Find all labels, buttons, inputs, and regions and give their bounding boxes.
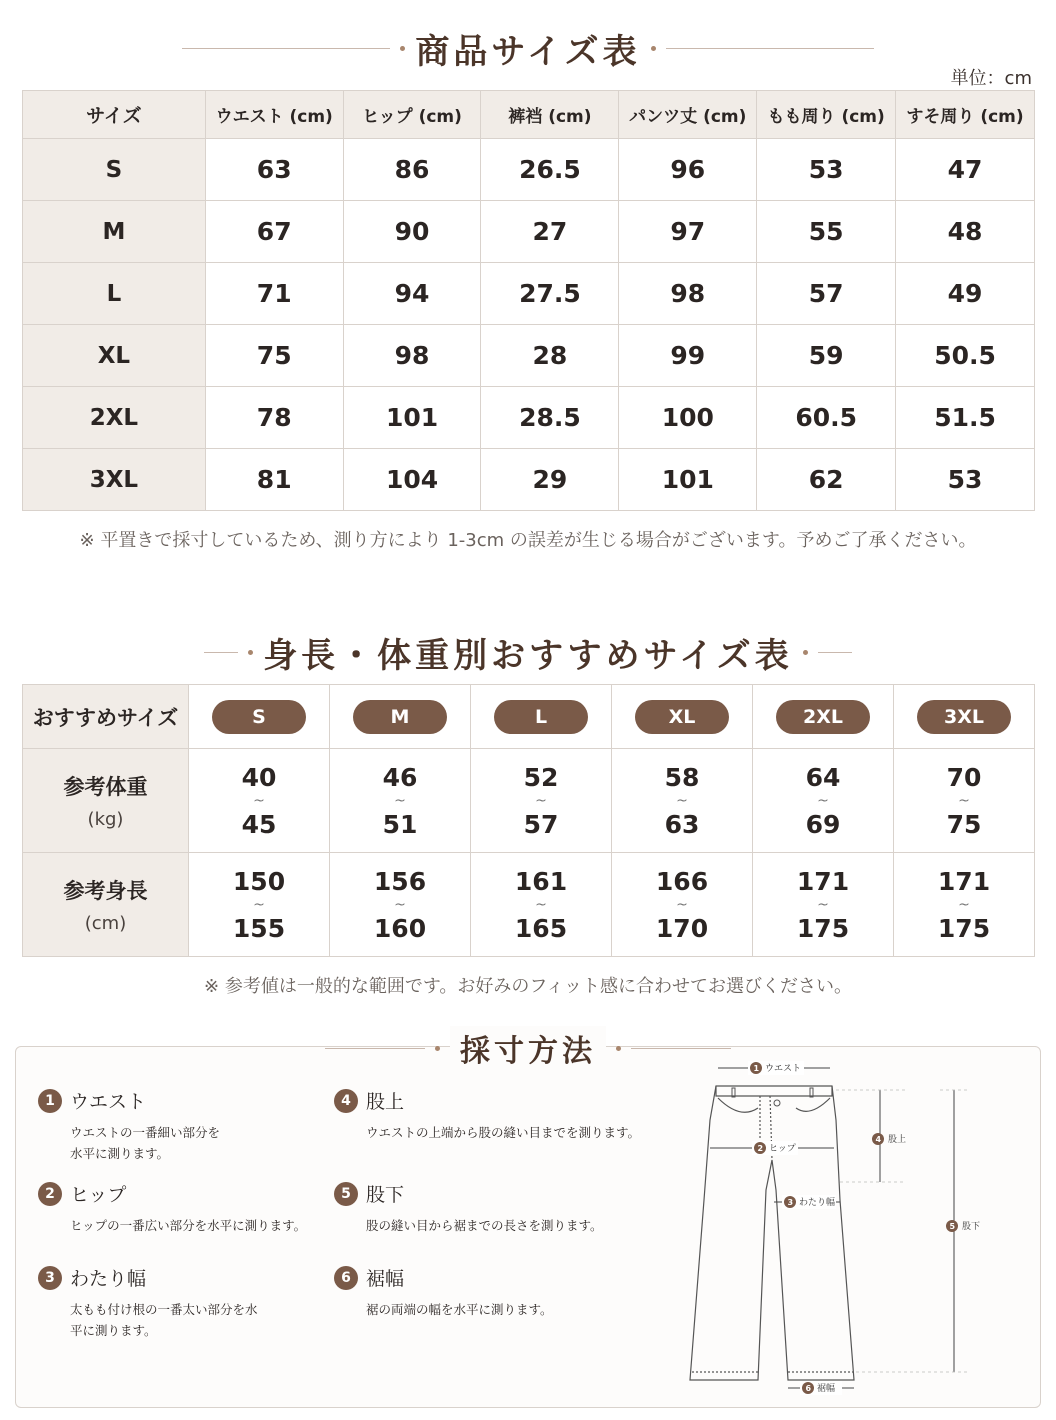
- weight-min: 64: [805, 762, 841, 792]
- weight-range: [471, 762, 611, 839]
- height-max: 165: [514, 913, 568, 943]
- recommend-title: 身長・体重別おすすめサイズ表: [263, 636, 793, 676]
- range-tilde: ~: [535, 896, 547, 913]
- weight-cell: [894, 749, 1035, 853]
- height-max: 175: [937, 913, 991, 943]
- recommend-size-label: おすすめサイズ: [23, 685, 189, 749]
- label-thigh: [782, 1195, 836, 1209]
- step-number: 3: [38, 1266, 62, 1290]
- size-pill-cell: [330, 685, 471, 749]
- height-max: 170: [655, 913, 709, 943]
- range-tilde: ~: [535, 792, 547, 809]
- size-cell: 3XL: [23, 449, 206, 511]
- value-cell: 99: [619, 325, 757, 387]
- header-hem: すそ周り (cm): [896, 91, 1035, 139]
- title-dot-left: [435, 1046, 440, 1051]
- weight-min: 40: [241, 762, 277, 792]
- size-pill: 3XL: [917, 700, 1011, 734]
- diagram-label-inseam: 股下: [962, 1222, 981, 1232]
- value-cell: 47: [896, 139, 1035, 201]
- diagram-label-hem: 裾幅: [817, 1384, 836, 1394]
- method-item-hip: [38, 1180, 306, 1236]
- weight-range: [330, 762, 470, 839]
- size-pill: S: [212, 700, 306, 734]
- weight-cell: [612, 749, 753, 853]
- measure-lines: [710, 1068, 954, 1388]
- size-pill-cell: [753, 685, 894, 749]
- height-cell: [894, 853, 1035, 957]
- title-divider-right: [818, 652, 852, 653]
- header-crotch: 裤裆 (cm): [481, 91, 619, 139]
- title-dot-left: [400, 46, 405, 51]
- value-cell: 104: [343, 449, 481, 511]
- height-min: 171: [796, 866, 850, 896]
- svg-text:6: 6: [805, 1384, 812, 1393]
- step-number: 6: [334, 1266, 358, 1290]
- method-item-title: 股上: [366, 1091, 405, 1113]
- value-cell: 53: [757, 139, 896, 201]
- height-min: 166: [655, 866, 709, 896]
- size-pill: 2XL: [776, 700, 870, 734]
- size-chart-note: ※ 平置きで採寸しているため、測り方により 1-3cm の誤差が生じる場合がございます。予めご了承ください。: [79, 530, 977, 551]
- method-item-desc: 太もも付け根の一番太い部分を水 平に測ります。: [70, 1302, 258, 1338]
- step-number: 4: [334, 1089, 358, 1113]
- title-divider-left: [325, 1048, 425, 1049]
- value-cell: 98: [343, 325, 481, 387]
- weight-cell: [753, 749, 894, 853]
- value-cell: 27: [481, 201, 619, 263]
- weight-max: 45: [241, 809, 277, 839]
- height-min: 171: [937, 866, 991, 896]
- value-cell: 50.5: [896, 325, 1035, 387]
- method-item-desc: 裾の両端の幅を水平に測ります。: [366, 1302, 553, 1317]
- size-pill-cell: [471, 685, 612, 749]
- svg-text:2: 2: [757, 1144, 764, 1153]
- value-cell: 86: [343, 139, 481, 201]
- height-cell: [189, 853, 330, 957]
- weight-min: 52: [523, 762, 559, 792]
- method-title: 採寸方法: [450, 1026, 606, 1070]
- height-max: 175: [796, 913, 850, 943]
- step-number: 2: [38, 1182, 62, 1206]
- weight-range: [189, 762, 329, 839]
- recommend-title-row: [0, 628, 1056, 677]
- diagram-label-thigh: わたり幅: [799, 1198, 836, 1208]
- method-item-rise: [334, 1087, 640, 1143]
- title-divider-left: [204, 652, 238, 653]
- weight-min: 46: [382, 762, 418, 792]
- value-cell: 101: [343, 387, 481, 449]
- method-item-desc: ウエストの上端から股の縫い目までを測ります。: [366, 1125, 641, 1140]
- value-cell: 96: [619, 139, 757, 201]
- value-cell: 28: [481, 325, 619, 387]
- label-hip: [752, 1141, 798, 1155]
- pants-measurement-diagram: [670, 1050, 1010, 1402]
- height-max: 155: [232, 913, 286, 943]
- title-divider-left: [182, 48, 390, 49]
- method-item-waist: [38, 1087, 220, 1164]
- height-cell: [471, 853, 612, 957]
- table-row: [23, 263, 1035, 325]
- height-min: 156: [373, 866, 427, 896]
- value-cell: 78: [205, 387, 343, 449]
- size-pill: M: [353, 700, 447, 734]
- value-cell: 100: [619, 387, 757, 449]
- method-item-title: わたり幅: [70, 1268, 147, 1290]
- method-item-title: ウエスト: [70, 1091, 147, 1113]
- value-cell: 62: [757, 449, 896, 511]
- value-cell: 27.5: [481, 263, 619, 325]
- svg-text:4: 4: [875, 1135, 882, 1144]
- value-cell: 101: [619, 449, 757, 511]
- table-row: [23, 387, 1035, 449]
- svg-text:3: 3: [787, 1198, 794, 1207]
- method-item-thigh: [38, 1264, 258, 1341]
- value-cell: 57: [757, 263, 896, 325]
- size-pill: XL: [635, 700, 729, 734]
- height-max: 160: [373, 913, 427, 943]
- size-cell: L: [23, 263, 206, 325]
- button-icon: [774, 1100, 780, 1106]
- height-min: 161: [514, 866, 568, 896]
- weight-max: 75: [946, 809, 982, 839]
- label-hem: [800, 1381, 842, 1395]
- range-tilde: ~: [958, 792, 970, 809]
- weight-cell: [189, 749, 330, 853]
- size-chart-title: 商品サイズ表: [415, 32, 641, 72]
- value-cell: 29: [481, 449, 619, 511]
- value-cell: 60.5: [757, 387, 896, 449]
- range-tilde: ~: [817, 792, 829, 809]
- value-cell: 51.5: [896, 387, 1035, 449]
- svg-text:1: 1: [753, 1064, 760, 1073]
- height-unit: (cm): [84, 913, 127, 934]
- diagram-label-waist: ウエスト: [765, 1064, 802, 1074]
- recommend-note: ※ 参考値は一般的な範囲です。お好みのフィット感に合わせてお選びください。: [204, 976, 852, 997]
- weight-min: 58: [664, 762, 700, 792]
- recommend-table: [22, 684, 1035, 957]
- weight-label: 参考体重: [63, 775, 148, 799]
- table-row: [23, 325, 1035, 387]
- recommend-size-row: [23, 685, 1035, 749]
- height-row: [23, 853, 1035, 957]
- weight-min: 70: [946, 762, 982, 792]
- method-item-title: 股下: [366, 1184, 405, 1206]
- table-row: [23, 139, 1035, 201]
- value-cell: 81: [205, 449, 343, 511]
- size-pill-cell: [894, 685, 1035, 749]
- weight-max: 57: [523, 809, 559, 839]
- range-tilde: ~: [253, 896, 265, 913]
- size-chart-table: [22, 90, 1035, 511]
- value-cell: 71: [205, 263, 343, 325]
- header-waist: ウエスト (cm): [205, 91, 343, 139]
- step-number: 5: [334, 1182, 358, 1206]
- svg-text:5: 5: [949, 1222, 956, 1231]
- value-cell: 48: [896, 201, 1035, 263]
- table-row: [23, 449, 1035, 511]
- value-cell: 75: [205, 325, 343, 387]
- weight-cell: [330, 749, 471, 853]
- method-item-title: ヒップ: [70, 1184, 127, 1206]
- value-cell: 59: [757, 325, 896, 387]
- label-waist: [748, 1061, 804, 1075]
- weight-max: 51: [382, 809, 418, 839]
- height-cell: [753, 853, 894, 957]
- step-number: 1: [38, 1089, 62, 1113]
- range-tilde: ~: [958, 896, 970, 913]
- size-chart-title-row: [0, 24, 1056, 73]
- title-divider-right: [666, 48, 874, 49]
- header-hip: ヒップ (cm): [343, 91, 481, 139]
- range-tilde: ~: [394, 896, 406, 913]
- weight-label-cell: [23, 749, 189, 853]
- weight-max: 63: [664, 809, 700, 839]
- method-item-desc: ウエストの一番細い部分を 水平に測ります。: [70, 1125, 221, 1161]
- value-cell: 53: [896, 449, 1035, 511]
- value-cell: 90: [343, 201, 481, 263]
- value-cell: 28.5: [481, 387, 619, 449]
- value-cell: 98: [619, 263, 757, 325]
- title-divider-right: [631, 1048, 731, 1049]
- size-cell: M: [23, 201, 206, 263]
- weight-unit: (kg): [87, 809, 124, 830]
- label-rise: [872, 1133, 906, 1145]
- height-range: [330, 866, 470, 943]
- size-pill: L: [494, 700, 588, 734]
- value-cell: 67: [205, 201, 343, 263]
- weight-max: 69: [805, 809, 841, 839]
- diagram-label-rise: 股上: [888, 1135, 907, 1145]
- table-row: [23, 201, 1035, 263]
- value-cell: 97: [619, 201, 757, 263]
- height-label: 参考身長: [63, 879, 148, 903]
- height-cell: [330, 853, 471, 957]
- weight-cell: [471, 749, 612, 853]
- method-item-title: 裾幅: [366, 1268, 405, 1290]
- height-min: 150: [232, 866, 286, 896]
- weight-range: [894, 762, 1034, 839]
- method-item-inseam: [334, 1180, 603, 1236]
- method-item-desc: 股の縫い目から裾までの長さを測ります。: [366, 1218, 603, 1233]
- size-cell: XL: [23, 325, 206, 387]
- value-cell: 63: [205, 139, 343, 201]
- height-cell: [612, 853, 753, 957]
- range-tilde: ~: [676, 896, 688, 913]
- title-dot-right: [616, 1046, 621, 1051]
- height-range: [753, 866, 893, 943]
- header-thigh: もも周り (cm): [757, 91, 896, 139]
- height-range: [471, 866, 611, 943]
- size-chart-header-row: [23, 91, 1035, 139]
- value-cell: 26.5: [481, 139, 619, 201]
- range-tilde: ~: [817, 896, 829, 913]
- unit-label: 単位：cm: [950, 68, 1032, 89]
- method-item-hem: [334, 1264, 553, 1320]
- size-pill-cell: [612, 685, 753, 749]
- value-cell: 94: [343, 263, 481, 325]
- title-dot-left: [248, 650, 253, 655]
- pants-outline: [690, 1086, 854, 1380]
- label-inseam: [946, 1220, 980, 1232]
- method-item-desc: ヒップの一番広い部分を水平に測ります。: [70, 1218, 307, 1233]
- value-cell: 49: [896, 263, 1035, 325]
- size-cell: 2XL: [23, 387, 206, 449]
- height-label-cell: [23, 853, 189, 957]
- weight-row: [23, 749, 1035, 853]
- weight-range: [612, 762, 752, 839]
- size-pill-cell: [189, 685, 330, 749]
- header-length: パンツ丈 (cm): [619, 91, 757, 139]
- header-size: サイズ: [23, 91, 206, 139]
- size-cell: S: [23, 139, 206, 201]
- value-cell: 55: [757, 201, 896, 263]
- weight-range: [753, 762, 893, 839]
- range-tilde: ~: [676, 792, 688, 809]
- height-range: [189, 866, 329, 943]
- title-dot-right: [651, 46, 656, 51]
- title-dot-right: [803, 650, 808, 655]
- diagram-label-hip: ヒップ: [769, 1144, 796, 1154]
- height-range: [612, 866, 752, 943]
- range-tilde: ~: [253, 792, 265, 809]
- range-tilde: ~: [394, 792, 406, 809]
- height-range: [894, 866, 1034, 943]
